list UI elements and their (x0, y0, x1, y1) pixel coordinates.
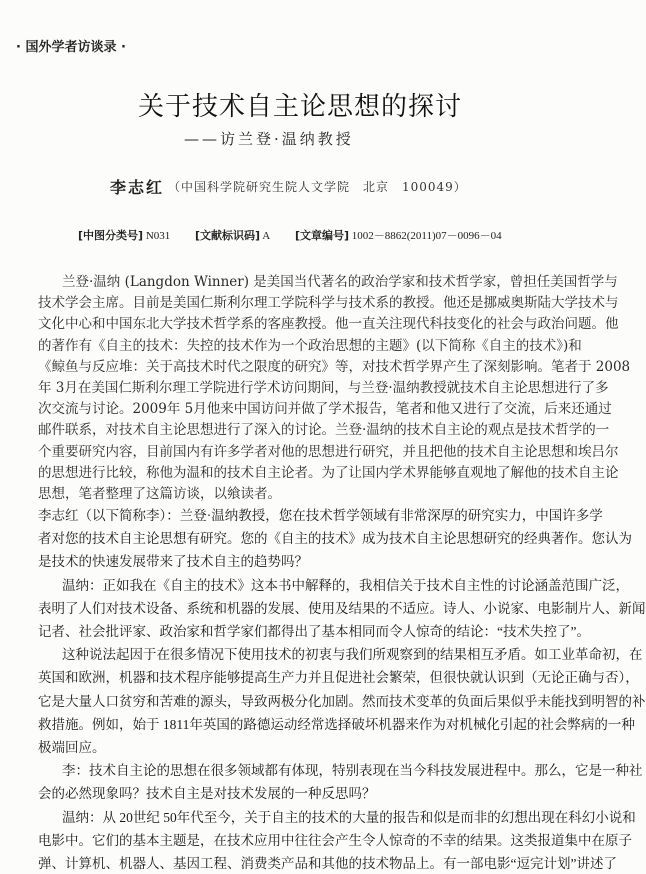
author-affiliation: （中国科学院研究生院人文学院 北京 100049） (168, 180, 467, 194)
body-paragraph-line: 电影中。它们的基本主题是，在技术应用中往往会产生令人惊奇的不幸的结果。这类报道集中在原子 (38, 833, 632, 848)
intro-paragraph-line: 年 3月在美国仁斯利尔理工学院进行学术访问期间，与兰登·温纳教授就技术自主论思想进行了多 (38, 380, 609, 396)
body-paragraph-line: 温纳：正如我在《自主的技术》这本书中解释的，我相信关于技术自主性的讨论涵盖范围广泛， (62, 578, 629, 593)
body-paragraph-line: 它是大量人口贫穷和苦难的源头，导致两极分化加剧。然而技术变革的负面后果似乎未能找到明智的补 (38, 694, 646, 709)
doc-code-value: A (262, 230, 271, 242)
intro-paragraph-line: 《鲸鱼与反应堆：关于高技术时代之限度的研究》等，对技术哲学界产生了深刻影响。笔者于 2008 (38, 359, 631, 375)
article-no-label: [文章编号] (294, 229, 349, 242)
body-paragraph-line: 记者、社会批评家、政治家和哲学家们都得出了基本相同而令人惊奇的结论：“技术失控了”。 (38, 624, 590, 639)
body-paragraph-line: 李：技术自主论的思想在很多领域都有体现，特别表现在当今科技发展进程中。那么，它是一种社 (62, 763, 643, 778)
body-paragraph-line: 这种说法起因于在很多情况下使用技术的初衷与我们所观察到的结果相互矛盾。如工业革命初，在 (62, 647, 643, 662)
intro-paragraph-line: 的思想进行比较，称他为温和的技术自主论者。为了让国内学术界能够直观地了解他的技术自主论 (38, 465, 619, 481)
intro-paragraph-line: 个重要研究内容，目前国内有许多学者对他的思想进行研究，并且把他的技术自主论思想和埃吕尔 (38, 444, 619, 460)
intro-paragraph-line: 邮件联系，对技术自主论思想进行了深入的讨论。兰登·温纳的技术自主论的观点是技术哲学的一 (38, 422, 610, 438)
body-paragraph-line: 极端回应。 (38, 740, 106, 755)
body-paragraph-line: 李志红（以下简称李）：兰登·温纳教授，您在技术哲学领域有非常深厚的研究实力，中国许多学 (38, 508, 603, 523)
body-paragraph-line: 弹、计算机、机器人、基因工程、消费类产品和其他的技术物品上。有一部电影“逗完计划”讲述了 (38, 856, 617, 871)
clc-value: N031 (145, 230, 171, 242)
article-subtitle: ——访兰登·温纳教授 (184, 130, 354, 148)
intro-paragraph-line: 次交流与讨论。2009年 5月他来中国访问并做了学术报告，笔者和他又进行了交流，后来还通过 (38, 401, 612, 417)
author-name: 李志红 (110, 178, 165, 197)
intro-paragraph-line: 文化中心和中国东北大学技术哲学系的客座教授。他一直关注现代科技变化的社会与政治问题。他 (38, 316, 619, 332)
intro-paragraph-line: 的著作有《自主的技术：失控的技术作为一个政治思想的主题》(以下简称《自主的技术》)和 (38, 338, 582, 354)
intro-paragraph-line: 思想，笔者整理了这篇访谈，以飨读者。 (38, 486, 281, 502)
body-paragraph-line: 救措施。例如，始于 1811年英国的路德运动经常选择破坏机器来作为对机械化引起的社会弊病的一种 (38, 717, 635, 732)
body-paragraph-line: 温纳：从 20世纪 50年代至今，关于自主的技术的大量的报告和似是而非的幻想出现在科幻小说和 (62, 810, 636, 825)
intro-paragraph-line: 兰登·温纳 (Langdon Winner) 是美国当代著名的政治学家和技术哲学家，曾担任美国哲学与 (62, 274, 618, 290)
article-title: 关于技术自主论思想的探讨 (137, 92, 462, 122)
clc-label: [中图分类号] (78, 229, 144, 242)
doc-code-label: [文献标识码] (195, 229, 261, 242)
article-no-value: 1002－8862(2011)07－0096－04 (351, 230, 502, 242)
body-paragraph-line: 是技术的快速发展带来了技术自主的趋势吗？ (38, 554, 308, 569)
classification-line (78, 227, 502, 243)
body-paragraph-line: 英国和欧洲，机器和技术程序能够提高生产力并且促进社会繁荣，但很快就认识到（无论正确与否）， (38, 670, 639, 685)
section-tag: · 国外学者访谈录 · (16, 40, 126, 55)
body-paragraph-line: 者对您的技术自主论思想有研究。您的《自主的技术》成为技术自主论思想研究的经典著作。您认为 (38, 531, 632, 546)
body-paragraph-line: 表明了人们对技术设备、系统和机器的发展、使用及结果的不适应。诗人、小说家、电影制片人、新闻 (38, 601, 646, 616)
intro-paragraph-line: 技术学会主席。目前是美国仁斯利尔理工学院科学与技术系的教授。他还是挪威奥斯陆大学技术与 (38, 295, 619, 311)
body-paragraph-line: 会的必然现象吗？技术自主是对技术发展的一种反思吗？ (38, 786, 376, 801)
